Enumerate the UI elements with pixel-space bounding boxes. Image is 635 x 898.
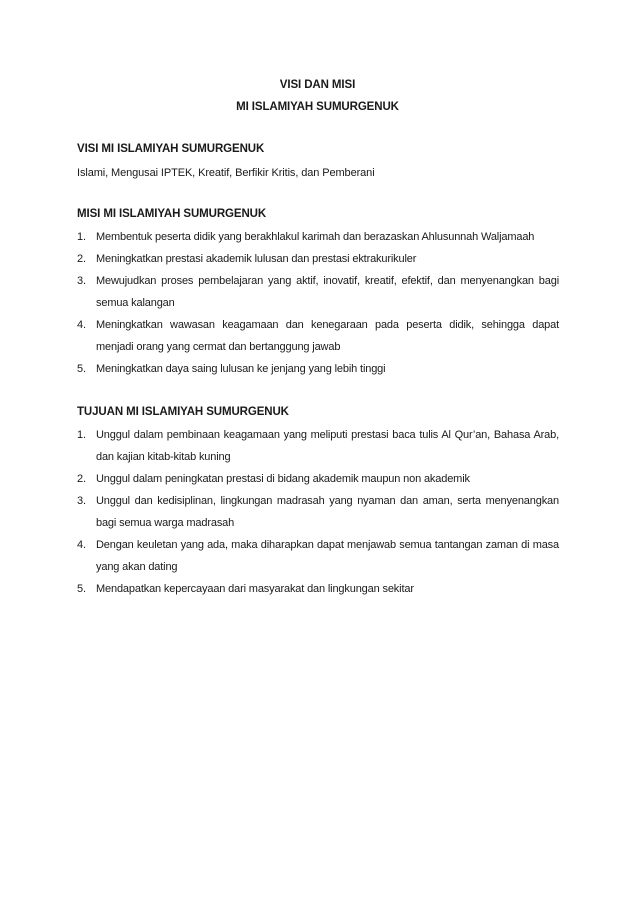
list-item	[77, 270, 559, 314]
list-item	[77, 314, 559, 358]
list-item-text: Mendapatkan kepercayaan dari masyarakat dan lingkungan sekitar	[96, 583, 414, 595]
list-item-text: Unggul dan kedisiplinan, lingkungan madrasah yang nyaman dan aman, serta menyenangkan bagi semua warga madrasah	[96, 495, 559, 529]
list-item-text: Mewujudkan proses pembelajaran yang aktif, inovatif, kreatif, efektif, dan menyenangkan bagi semua kalangan	[96, 275, 559, 309]
list-item-number: 5.	[77, 363, 86, 375]
list-item-number: 5.	[77, 583, 86, 595]
list-item	[77, 468, 559, 490]
list-item-number: 2.	[77, 473, 86, 485]
list-item-number: 4.	[77, 539, 86, 551]
list-item	[77, 226, 559, 248]
misi-heading: MISI MI ISLAMIYAH SUMURGENUK	[77, 208, 267, 220]
list-item-text: Unggul dalam pembinaan keagamaan yang meliputi prestasi baca tulis Al Qur’an, Bahasa Arab, dan kajian kitab-kitab kuning	[96, 429, 559, 463]
list-item	[77, 578, 559, 600]
list-item	[77, 248, 559, 270]
visi-text: Islami, Mengusai IPTEK, Kreatif, Berfikir Kritis, dan Pemberani	[77, 167, 375, 179]
list-item-number: 3.	[77, 275, 86, 287]
visi-heading: VISI MI ISLAMIYAH SUMURGENUK	[77, 143, 265, 155]
document-title: VISI DAN MISI	[279, 79, 356, 91]
list-item-text: Meningkatkan prestasi akademik lulusan dan prestasi ektrakurikuler	[96, 253, 417, 265]
visi-section	[77, 143, 559, 179]
tujuan-heading: TUJUAN MI ISLAMIYAH SUMURGENUK	[77, 406, 289, 418]
document-subtitle: MI ISLAMIYAH SUMURGENUK	[236, 101, 399, 113]
list-item	[77, 490, 559, 534]
list-item	[77, 358, 559, 380]
list-item-text: Membentuk peserta didik yang berakhlakul karimah dan berazaskan Ahlusunnah Waljamaah	[96, 231, 535, 243]
list-item-number: 1.	[77, 231, 86, 243]
list-item-text: Dengan keuletan yang ada, maka diharapkan dapat menjawab semua tantangan zaman di masa yang akan dating	[96, 539, 559, 573]
list-item	[77, 424, 559, 468]
list-item-number: 4.	[77, 319, 86, 331]
tujuan-section	[77, 406, 559, 600]
misi-section	[77, 208, 559, 380]
misi-list	[77, 226, 559, 380]
list-item-number: 3.	[77, 495, 86, 507]
list-item-text: Unggul dalam peningkatan prestasi di bidang akademik maupun non akademik	[96, 473, 470, 485]
list-item-text: Meningkatkan wawasan keagamaan dan kenegaraan pada peserta didik, sehingga dapat menjadi orang yang cermat dan bertanggung jawab	[96, 319, 559, 353]
list-item-text: Meningkatkan daya saing lulusan ke jenjang yang lebih tinggi	[96, 363, 386, 375]
list-item-number: 1.	[77, 429, 86, 441]
list-item-number: 2.	[77, 253, 86, 265]
list-item	[77, 534, 559, 578]
tujuan-list	[77, 424, 559, 600]
